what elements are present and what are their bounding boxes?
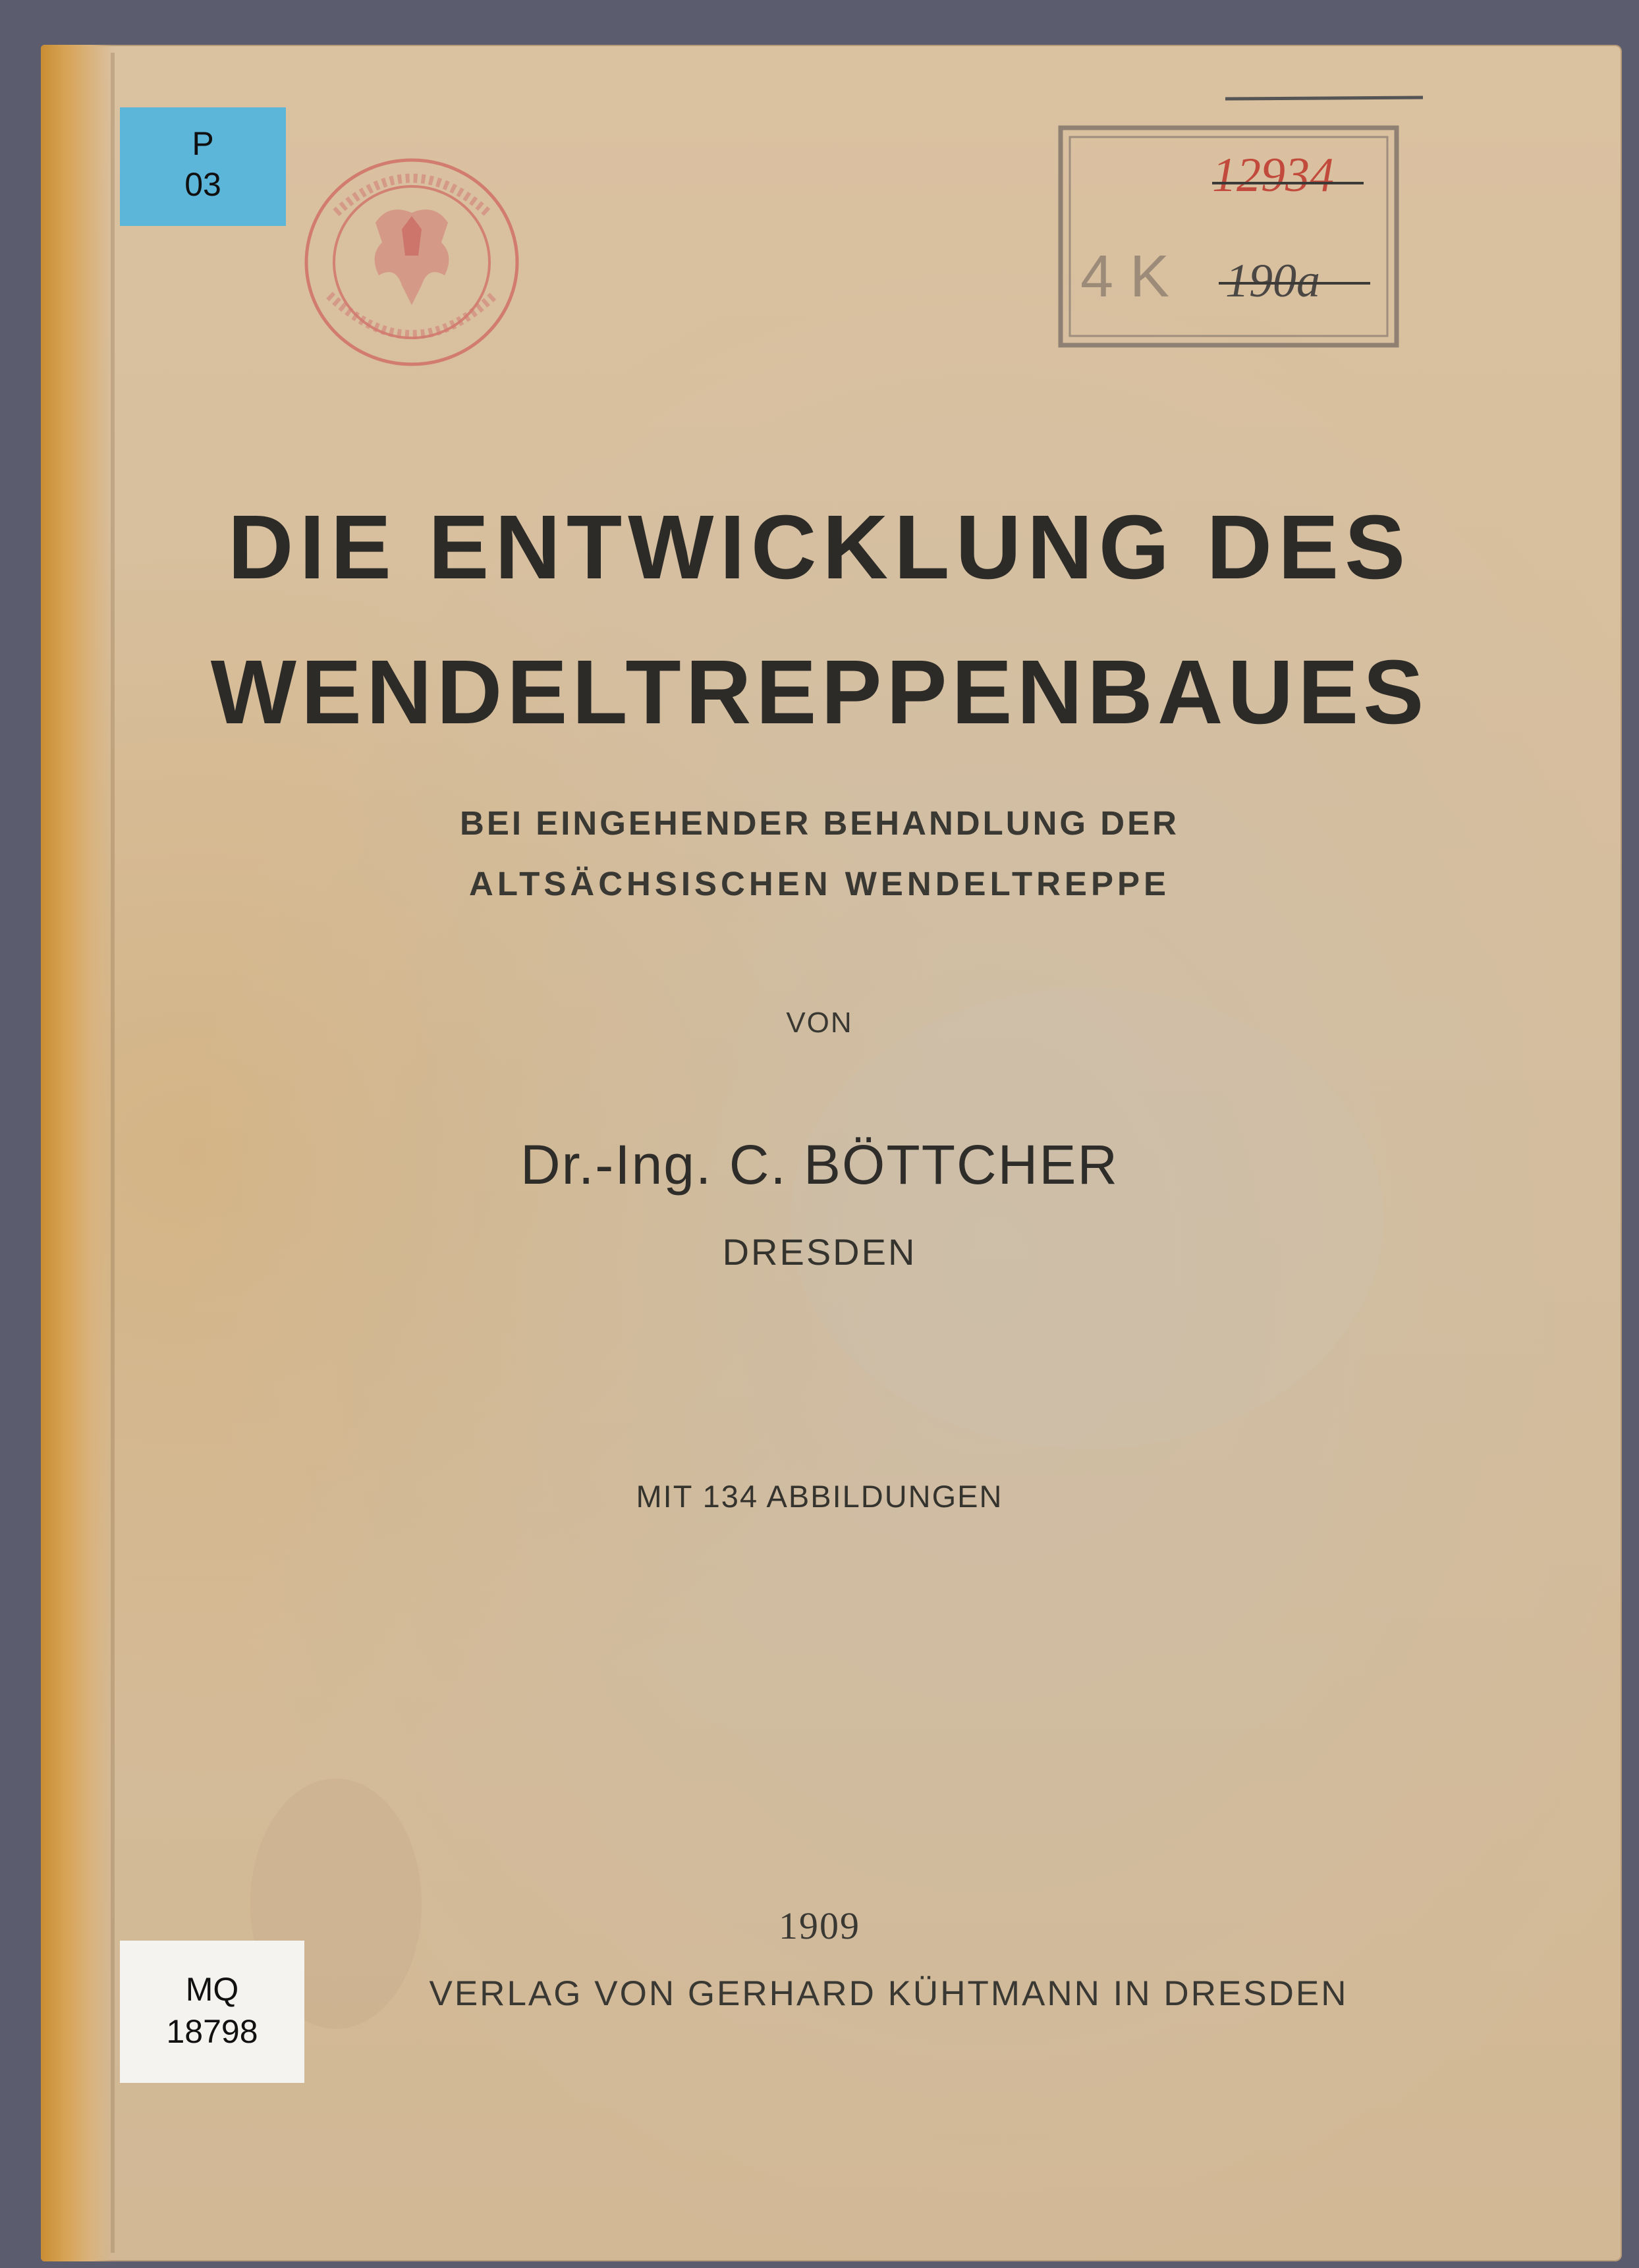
title-line-1: DIE ENTWICKLUNG DES xyxy=(227,497,1412,598)
shelf-label-bottom-line2: 18798 xyxy=(166,2013,258,2050)
publisher-text: VERLAG VON GERHARD KÜHTMANN IN DRESDEN xyxy=(429,1974,1348,2013)
publication-year: 1909 xyxy=(779,1904,860,1947)
handwritten-struck: 190a xyxy=(1225,254,1320,307)
library-seal-stamp xyxy=(296,150,527,381)
shelf-label-top xyxy=(120,107,286,226)
author-name: Dr.-Ing. C. BÖTTCHER xyxy=(520,1134,1119,1196)
shelf-label-top-line1: P xyxy=(192,125,214,162)
byline: VON xyxy=(786,1007,853,1039)
handwritten-shelf-marks xyxy=(1212,86,1430,316)
shelf-label-bottom-line1: MQ xyxy=(185,1971,239,2008)
title-line-2: WENDELTREPPENBAUES xyxy=(210,642,1429,743)
illustrations-note: MIT 134 ABBILDUNGEN xyxy=(636,1479,1003,1514)
paper-stain xyxy=(791,988,1383,1449)
subtitle-line-2: ALTSÄCHSISCHEN WENDELTREPPE xyxy=(469,865,1170,902)
shelf-label-bottom xyxy=(120,1941,304,2083)
stamp-letters: 4 K xyxy=(1080,244,1170,310)
author-city: DRESDEN xyxy=(722,1231,917,1273)
shelf-label-top-line2: 03 xyxy=(184,166,221,203)
subtitle-line-1: BEI EINGEHENDER BEHANDLUNG DER xyxy=(460,804,1179,842)
handwritten-number: 12934 xyxy=(1212,148,1334,202)
